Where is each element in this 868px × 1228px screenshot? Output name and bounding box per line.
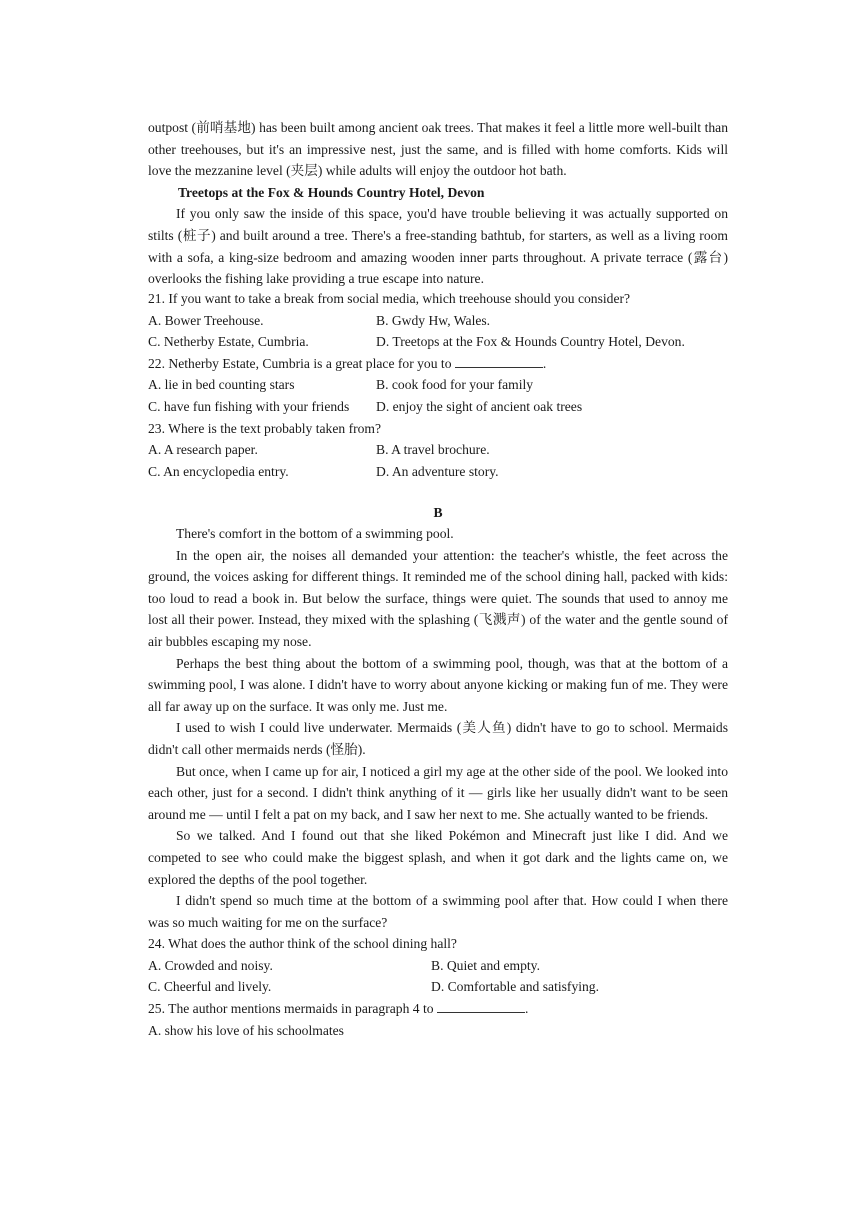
section-b: [148, 502, 728, 524]
question-22-option-b: B. cook food for your family: [376, 377, 534, 393]
question-21-option-b: B. Gwdy Hw, Wales.: [376, 312, 491, 328]
question-23-option-a: A. A research paper.: [148, 442, 258, 458]
question-24-option-d: D. Comfortable and satisfying.: [431, 979, 600, 995]
section-b-paragraph-7: I didn't spend so much time at the bottom of a swimming pool after that. How could I when there was so much waiting for me on the surface?: [148, 893, 728, 930]
section-b-paragraph-6: So we talked. And I found out that she liked Pokémon and Minecraft just like I did. And we competed to see who could make the biggest splash, and when it got dark and the lights came on, we explored the depths of the pool together.: [148, 828, 728, 887]
questions-a: [148, 288, 728, 482]
section-b-paragraph-2: In the open air, the noises all demanded your attention: the teacher's whistle, the feet across the ground, the voices asking for different things. It reminded me of the school dining hall, packed with kids: too loud to read a book in. But below the surface, things were quiet. The sounds that used to annoy me lost all their power. Instead, they mixed with the splashing (飞溅声) of the water and the gentle sound of air bubbles escaping my nose.: [148, 547, 728, 649]
question-25-option-a: A. show his love of his schoolmates: [148, 1022, 344, 1038]
question-22-option-c: C. have fun fishing with your friends: [148, 398, 350, 414]
question-23-option-b: B. A travel brochure.: [376, 442, 490, 458]
question-25-stem: [148, 998, 728, 1020]
section-b-title: B: [433, 505, 443, 520]
question-22-option-d: D. enjoy the sight of ancient oak trees: [376, 398, 583, 414]
section-b-paragraph-1: There's comfort in the bottom of a swimming pool.: [176, 526, 454, 541]
question-23-option-c: C. An encyclopedia entry.: [148, 463, 289, 479]
passage-a-end: [148, 117, 728, 290]
passage-a-paragraph-2: If you only saw the inside of this space, you'd have trouble believing it was actually supported on stilts (桩子) and built around a tree. There's a free-standing bathtub, for starters, as well as a living room with a sofa, a king-size bedroom and amazing wooden inner parts throughout. A private terrace (露台) overlooks the fishing lake providing a true escape into nature.: [148, 206, 728, 287]
question-23-options-row-1: [148, 439, 728, 461]
question-24-options-row-2: [148, 976, 728, 998]
question-24-option-b: B. Quiet and empty.: [431, 957, 540, 973]
answer-blank: [455, 353, 543, 368]
question-24-options-row-1: [148, 955, 728, 977]
treetops-heading: Treetops at the Fox & Hounds Country Hotel, Devon: [178, 184, 485, 200]
question-22-stem-text: 22. Netherby Estate, Cumbria is a great place for you to: [148, 355, 452, 371]
question-21-option-d: D. Treetops at the Fox & Hounds Country Hotel, Devon.: [376, 334, 685, 350]
section-b-passage: [148, 523, 728, 1041]
question-21-option-c: C. Netherby Estate, Cumbria.: [148, 334, 309, 350]
section-b-paragraph-3: Perhaps the best thing about the bottom of a swimming pool, though, was that at the bottom of a swimming pool, I was alone. I didn't have to worry about anyone kicking or making fun of me. They were all far away up on the surface. It was only me. Just me.: [148, 655, 728, 714]
question-23-options-row-2: [148, 461, 728, 483]
passage-a-paragraph-1: outpost (前哨基地) has been built among ancient oak trees. That makes it feel a little more well-built than other treehouses, but it's an impressive nest, just the same, and is filled with home comforts. Kids will love the mezzanine level (夹层) while adults will enjoy the outdoor hot bath.: [148, 120, 728, 179]
question-23-stem: 23. Where is the text probably taken from?: [148, 420, 382, 436]
question-22-options-row-2: [148, 396, 728, 418]
question-25-stem-end: .: [524, 1001, 529, 1017]
question-23-option-d: D. An adventure story.: [376, 463, 499, 479]
question-21-options-row-1: [148, 310, 728, 332]
question-21-option-a: A. Bower Treehouse.: [148, 312, 264, 328]
answer-blank: [437, 998, 525, 1013]
question-24-option-c: C. Cheerful and lively.: [148, 979, 272, 995]
section-b-paragraph-4: I used to wish I could live underwater. Mermaids (美人鱼) didn't have to go to school. Mermaids didn't call other mermaids nerds (怪胎).: [148, 720, 728, 757]
question-22-option-a: A. lie in bed counting stars: [148, 377, 295, 393]
question-24-stem: 24. What does the author think of the school dining hall?: [148, 936, 457, 952]
question-25-stem-text: 25. The author mentions mermaids in paragraph 4 to: [148, 1001, 434, 1017]
question-22-options-row-1: [148, 374, 728, 396]
section-b-paragraph-5: But once, when I came up for air, I noticed a girl my age at the other side of the pool. We looked into each other, just for a second. I didn't think anything of it — girls like her usually didn't want to be seen around me — until I felt a pat on my back, and I saw her next to me. She actually wanted to be friends.: [148, 763, 728, 822]
question-21-stem: 21. If you want to take a break from social media, which treehouse should you consider?: [148, 291, 631, 306]
question-22-stem-end: .: [542, 355, 547, 371]
question-22-stem: [148, 353, 728, 375]
question-24-option-a: A. Crowded and noisy.: [148, 957, 273, 973]
question-21-options-row-2: [148, 331, 728, 353]
